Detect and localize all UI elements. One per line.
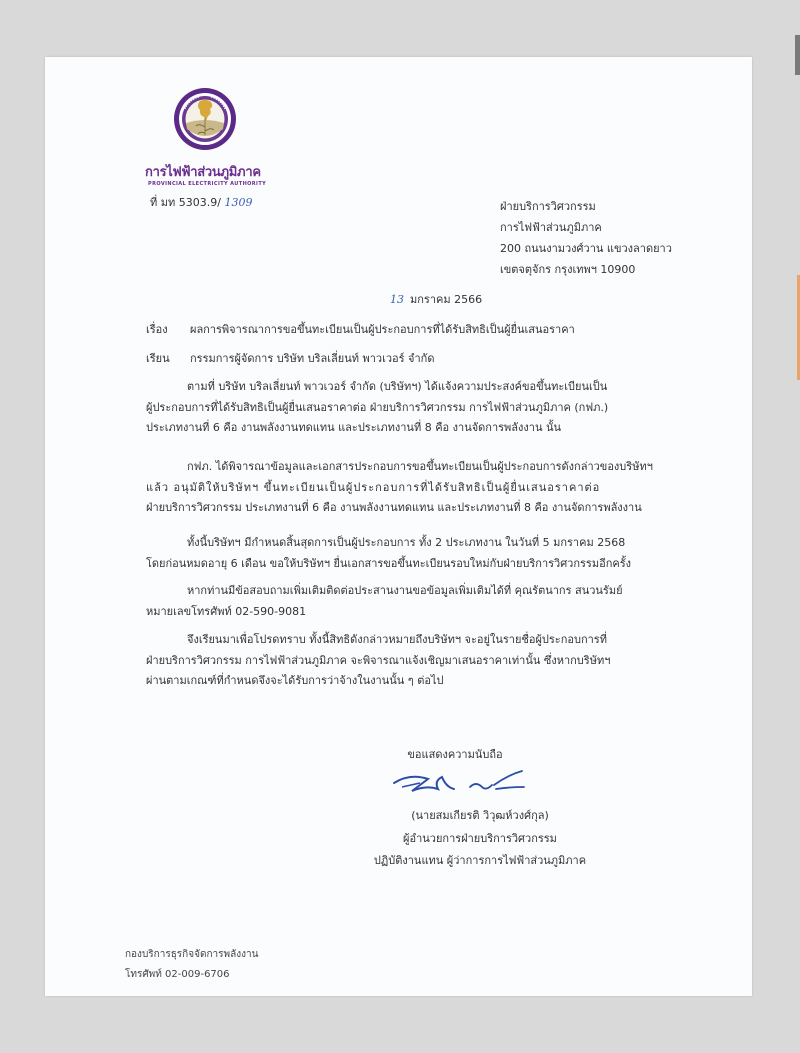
letter-date (390, 290, 482, 308)
subject-value: ผลการพิจารณาการขอขึ้นทะเบียนเป็นผู้ประกอบการที่ได้รับสิทธิเป็นผู้ยื่นเสนอราคา (190, 323, 575, 336)
signer-title-1: ผู้อำนวยการฝ่ายบริการวิศวกรรม (403, 832, 557, 845)
paragraph-line: ประเภทงานที่ 6 คือ งานพลังงานทดแทน และประเภทงานที่ 8 คือ งานจัดการพลังงาน นั้น (146, 421, 562, 434)
letter-page (45, 57, 752, 996)
pea-logo-icon (173, 87, 237, 151)
background-edge-bar (795, 35, 800, 75)
reference-handwritten: 1309 (224, 196, 253, 209)
body-paragraph-3 (146, 533, 716, 574)
date-day-handwritten: 13 (390, 293, 404, 306)
org-name-english: PROVINCIAL ELECTRICITY AUTHORITY (148, 181, 267, 187)
paragraph-line: หากท่านมีข้อสอบถามเพิ่มเติมติดต่อประสานงานขอข้อมูลเพิ่มเติมได้ที่ คุณรัตนากร สนวนรัมย์ (187, 584, 623, 597)
signer-title-2: ปฏิบัติงานแทน ผู้ว่าการการไฟฟ้าส่วนภูมิภาค (373, 854, 587, 867)
paragraph-line: กฟภ. ได้พิจารณาข้อมูลและเอกสารประกอบการขอขึ้นทะเบียนเป็นผู้ประกอบการดังกล่าวของบริษัทฯ (187, 460, 653, 473)
paragraph-line: จึงเรียนมาเพื่อโปรดทราบ ทั้งนี้สิทธิดังกล่าวหมายถึงบริษัทฯ จะอยู่ในรายชื่อผู้ประกอบการที่ (187, 633, 607, 646)
closing-salutation: ขอแสดงความนับถือ (407, 748, 503, 761)
recipient-label: เรียน (146, 352, 170, 365)
reference-number (150, 193, 252, 211)
signature-icon (390, 765, 530, 801)
recipient-value: กรรมการผู้จัดการ บริษัท บริลเลี่ยนท์ พาวเวอร์ จำกัด (190, 352, 435, 365)
footer-department: กองบริการธุรกิจจัดการพลังงาน (125, 949, 259, 960)
paragraph-line: ฝ่ายบริการวิศวกรรม ประเภทงานที่ 6 คือ งานพลังงานทดแทน และประเภทงานที่ 8 คือ งานจัดการพลังงาน (146, 501, 642, 514)
paragraph-line: หมายเลขโทรศัพท์ 02-590-9081 (146, 604, 307, 618)
paragraph-line: ผู้ประกอบการที่ได้รับสิทธิเป็นผู้ยื่นเสนอราคาต่อ ฝ่ายบริการวิศวกรรม การไฟฟ้าส่วนภูมิภาค (กฟภ.) (146, 400, 609, 414)
body-paragraph-4 (146, 581, 716, 622)
paragraph-line: ฝ่ายบริการวิศวกรรม การไฟฟ้าส่วนภูมิภาค จะพิจารณาแจ้งเชิญมาเสนอราคาเท่านั้น ซึ่งหากบริษัทฯ (146, 653, 611, 667)
paragraph-line: ตามที่ บริษัท บริลเลี่ยนท์ พาวเวอร์ จำกัด (บริษัทฯ) ได้แจ้งความประสงค์ขอขึ้นทะเบียนเป็น (187, 380, 608, 393)
date-month-year: มกราคม 2566 (410, 293, 483, 306)
sender-address-line-2: การไฟฟ้าส่วนภูมิภาค (500, 221, 602, 234)
paragraph-line: โดยก่อนหมดอายุ 6 เดือน ขอให้บริษัทฯ ยื่นเอกสารขอขึ้นทะเบียนรอบใหม่กับฝ่ายบริการวิศวกรรมอีกครั้ง (146, 556, 631, 570)
org-name-thai: การไฟฟ้าส่วนภูมิภาค (145, 165, 261, 180)
signer-name: (นายสมเกียรติ วิวุฒห์วงศ์กุล) (411, 809, 549, 822)
body-paragraph-2 (146, 457, 716, 519)
body-paragraph-1 (146, 377, 716, 439)
body-paragraph-5 (146, 630, 716, 692)
subject-label: เรื่อง (146, 323, 168, 336)
sender-address-line-3: 200 ถนนงามวงศ์วาน แขวงลาดยาว (500, 242, 672, 255)
reference-prefix: ที่ มท 5303.9/ (150, 196, 221, 209)
sender-address-line-4: เขตจตุจักร กรุงเทพฯ 10900 (500, 263, 636, 276)
paragraph-line: แล้ว อนุมัติให้บริษัทฯ ขึ้นทะเบียนเป็นผู้ประกอบการที่ได้รับสิทธิเป็นผู้ยื่นเสนอราคาต่อ (146, 480, 601, 494)
paragraph-line: ผ่านตามเกณฑ์ที่กำหนดจึงจะได้รับการว่าจ้างในงานนั้น ๆ ต่อไป (146, 674, 444, 687)
sender-address-line-1: ฝ่ายบริการวิศวกรรม (500, 200, 596, 213)
footer-phone: โทรศัพท์ 02-009-6706 (125, 969, 230, 980)
paragraph-line: ทั้งนี้บริษัทฯ มีกำหนดสิ้นสุดการเป็นผู้ประกอบการ ทั้ง 2 ประเภทงาน ในวันที่ 5 มกราคม 2568 (187, 536, 626, 549)
